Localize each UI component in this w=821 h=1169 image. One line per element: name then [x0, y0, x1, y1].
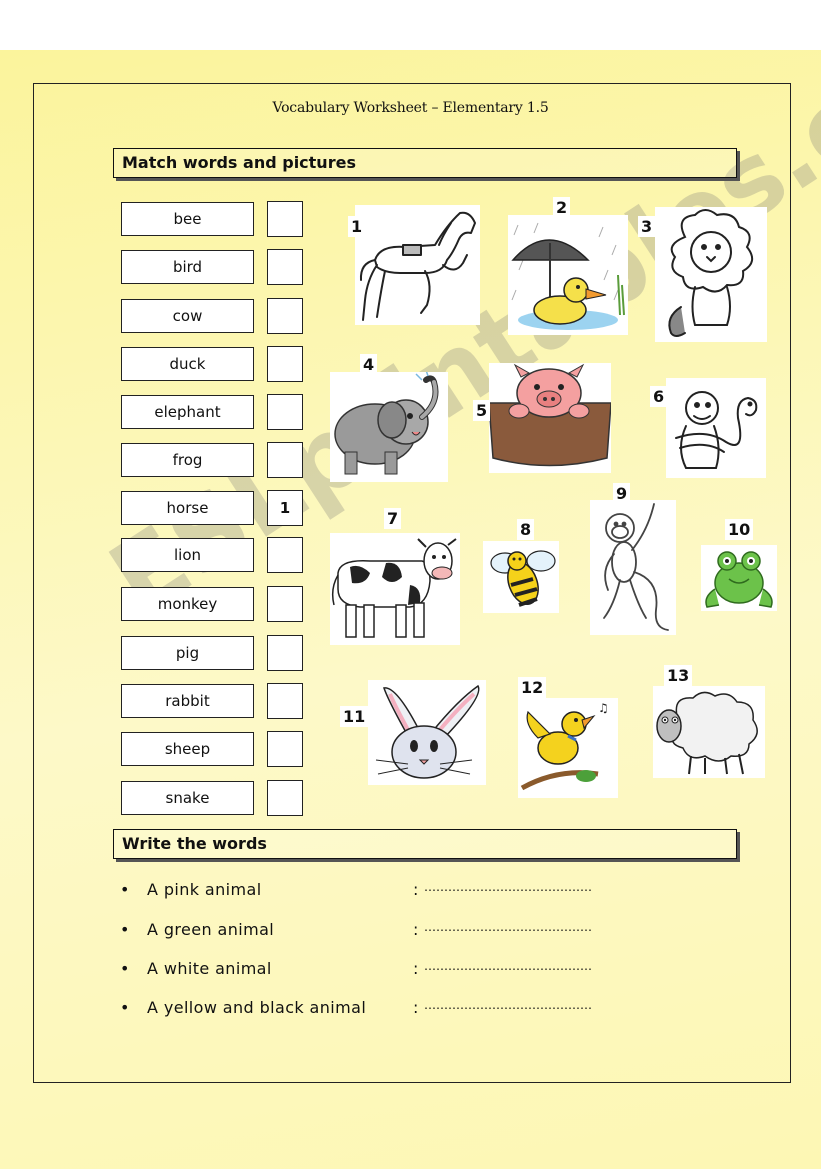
picture-number-2: 2 [553, 197, 570, 218]
section-heading-write: Write the words [113, 829, 737, 859]
question-text: A yellow and black animal [147, 998, 367, 1017]
word-box-snake: snake [121, 781, 254, 815]
picture-number-1: 1 [348, 216, 365, 237]
question-colon: : [413, 880, 419, 899]
sheep-icon [653, 686, 765, 778]
answer-blank[interactable]: …………………………………… [424, 920, 592, 934]
lion-icon [655, 207, 767, 342]
question-text: A white animal [147, 959, 272, 978]
picture-number-10: 10 [725, 519, 753, 540]
cow-picture [330, 533, 460, 645]
pig-picture [489, 363, 611, 473]
worksheet-title: Vocabulary Worksheet – Elementary 1.5 [272, 100, 549, 116]
answer-box-pig[interactable] [267, 635, 303, 671]
answer-box-frog[interactable] [267, 442, 303, 478]
answer-box-horse[interactable]: 1 [267, 490, 303, 526]
answer-blank[interactable]: …………………………………… [424, 880, 592, 894]
snake-picture [666, 378, 766, 478]
frog-picture [701, 545, 777, 611]
picture-number-3: 3 [638, 216, 655, 237]
picture-number-8: 8 [517, 519, 534, 540]
frog-icon [701, 545, 777, 611]
word-box-pig: pig [121, 636, 254, 670]
answer-box-monkey[interactable] [267, 586, 303, 622]
cow-icon [330, 533, 460, 645]
answer-blank[interactable]: …………………………………… [424, 998, 592, 1012]
picture-number-12: 12 [518, 677, 546, 698]
word-box-rabbit: rabbit [121, 684, 254, 718]
picture-number-9: 9 [613, 483, 630, 504]
sheep-picture [653, 686, 765, 778]
word-box-monkey: monkey [121, 587, 254, 621]
answer-box-sheep[interactable] [267, 731, 303, 767]
monkey-icon [590, 500, 676, 635]
rabbit-picture [368, 680, 486, 785]
bullet: • [120, 959, 130, 978]
question-text: A green animal [147, 920, 275, 939]
answer-box-snake[interactable] [267, 780, 303, 816]
elephant-picture [330, 372, 448, 482]
answer-box-cow[interactable] [267, 298, 303, 334]
picture-number-5: 5 [473, 400, 490, 421]
question-colon: : [413, 920, 419, 939]
answer-box-elephant[interactable] [267, 394, 303, 430]
bullet: • [120, 920, 130, 939]
elephant-icon [330, 372, 448, 482]
question-text: A pink animal [147, 880, 262, 899]
picture-number-6: 6 [650, 386, 667, 407]
answer-blank[interactable]: …………………………………… [424, 959, 592, 973]
word-box-lion: lion [121, 538, 254, 572]
word-box-elephant: elephant [121, 395, 254, 429]
answer-box-duck[interactable] [267, 346, 303, 382]
bee-icon [483, 541, 559, 613]
bird-icon [518, 698, 618, 798]
duck-picture [508, 215, 628, 335]
rabbit-icon [368, 680, 486, 785]
answer-box-rabbit[interactable] [267, 683, 303, 719]
answer-box-lion[interactable] [267, 537, 303, 573]
word-box-horse: horse [121, 491, 254, 525]
word-box-duck: duck [121, 347, 254, 381]
picture-number-13: 13 [664, 665, 692, 686]
word-box-bee: bee [121, 202, 254, 236]
duck-icon [508, 215, 628, 335]
word-box-sheep: sheep [121, 732, 254, 766]
bee-picture [483, 541, 559, 613]
lion-picture [655, 207, 767, 342]
monkey-picture [590, 500, 676, 635]
bullet: • [120, 880, 130, 899]
word-box-frog: frog [121, 443, 254, 477]
answer-box-bird[interactable] [267, 249, 303, 285]
horse-icon [355, 205, 480, 325]
word-box-cow: cow [121, 299, 254, 333]
word-box-bird: bird [121, 250, 254, 284]
picture-number-11: 11 [340, 706, 368, 727]
horse-picture [355, 205, 480, 325]
question-colon: : [413, 998, 419, 1017]
svg-text:♫: ♫ [598, 701, 609, 715]
question-colon: : [413, 959, 419, 978]
picture-number-7: 7 [384, 508, 401, 529]
snake-icon [666, 378, 766, 478]
picture-number-4: 4 [360, 354, 377, 375]
bird-picture [518, 698, 618, 798]
answer-box-bee[interactable] [267, 201, 303, 237]
bullet: • [120, 998, 130, 1017]
pig-icon [489, 363, 611, 473]
section-heading-match: Match words and pictures [113, 148, 737, 178]
